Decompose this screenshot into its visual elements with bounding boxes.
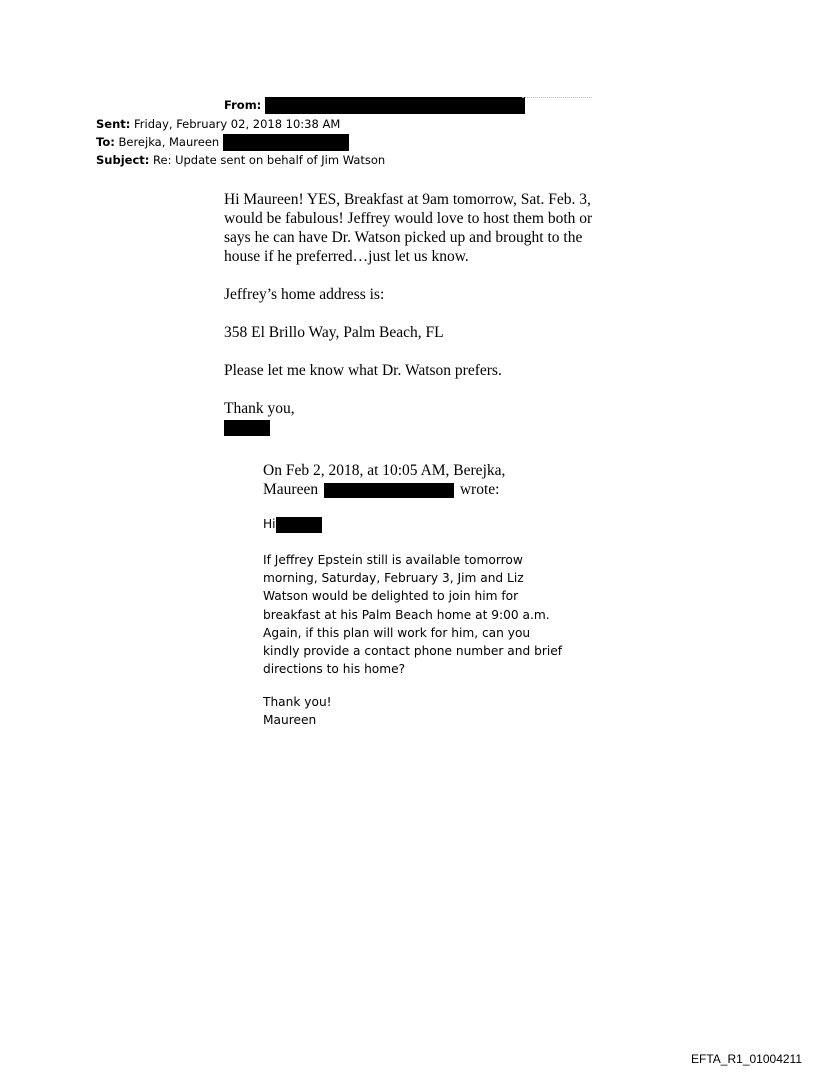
prefers-line: Please let me know what Dr. Watson prefers. (224, 362, 502, 379)
to-value: Berejka, Maureen (118, 135, 220, 149)
sent-row (96, 116, 340, 133)
quoted-hi-text: Hi (263, 517, 276, 531)
redaction-sender-email (324, 483, 454, 498)
reply-greeting-paragraph: Hi Maureen! YES, Breakfast at 9am tomorrow, Sat. Feb. 3, would be fabulous! Jeffrey would love to host them both or says he can have Dr. Watson picked up and brought to the house if he preferred…just let us know. (224, 191, 593, 265)
redaction-signature (224, 420, 270, 436)
header-separator (522, 97, 592, 98)
quoted-signoff (263, 693, 332, 729)
address-label: Jeffrey’s home address is: (224, 286, 385, 303)
sent-value: Friday, February 02, 2018 10:38 AM (134, 117, 341, 131)
quoted-header (263, 461, 583, 499)
redaction-recipient-name (276, 517, 322, 533)
quoted-signer: Maureen (263, 713, 317, 728)
quoted-wrote: wrote: (459, 481, 500, 498)
to-label: To: (96, 135, 115, 149)
sent-label: Sent: (96, 117, 131, 131)
quoted-sender-name: Maureen (263, 481, 319, 498)
home-address: 358 El Brillo Way, Palm Beach, FL (224, 324, 444, 341)
quoted-header-line2 (263, 480, 583, 499)
to-row (96, 134, 349, 151)
redaction-to-email (223, 134, 349, 151)
subject-value: Re: Update sent on behalf of Jim Watson (153, 153, 386, 167)
quoted-thanks: Thank you! (263, 695, 332, 709)
subject-row (96, 152, 385, 169)
quoted-body: If Jeffrey Epstein still is available tomorrow morning, Saturday, February 3, Jim and Liz Watson would be delighted to join him for breakfast at his Palm Beach home at 9:00 a.m. Again, if this plan will work for him, can you kindly provide a contact phone number and brief directions to his home? (263, 553, 563, 677)
redaction-from (265, 97, 525, 114)
quoted-header-line1: On Feb 2, 2018, at 10:05 AM, Berejka, (263, 462, 506, 479)
quoted-greeting (263, 515, 322, 533)
document-id: EFTA_R1_01004211 (691, 1052, 802, 1066)
from-row (224, 97, 525, 114)
subject-label: Subject: (96, 153, 150, 167)
reply-body (224, 190, 604, 436)
from-label: From: (224, 98, 262, 112)
reply-thanks: Thank you, (224, 400, 295, 417)
